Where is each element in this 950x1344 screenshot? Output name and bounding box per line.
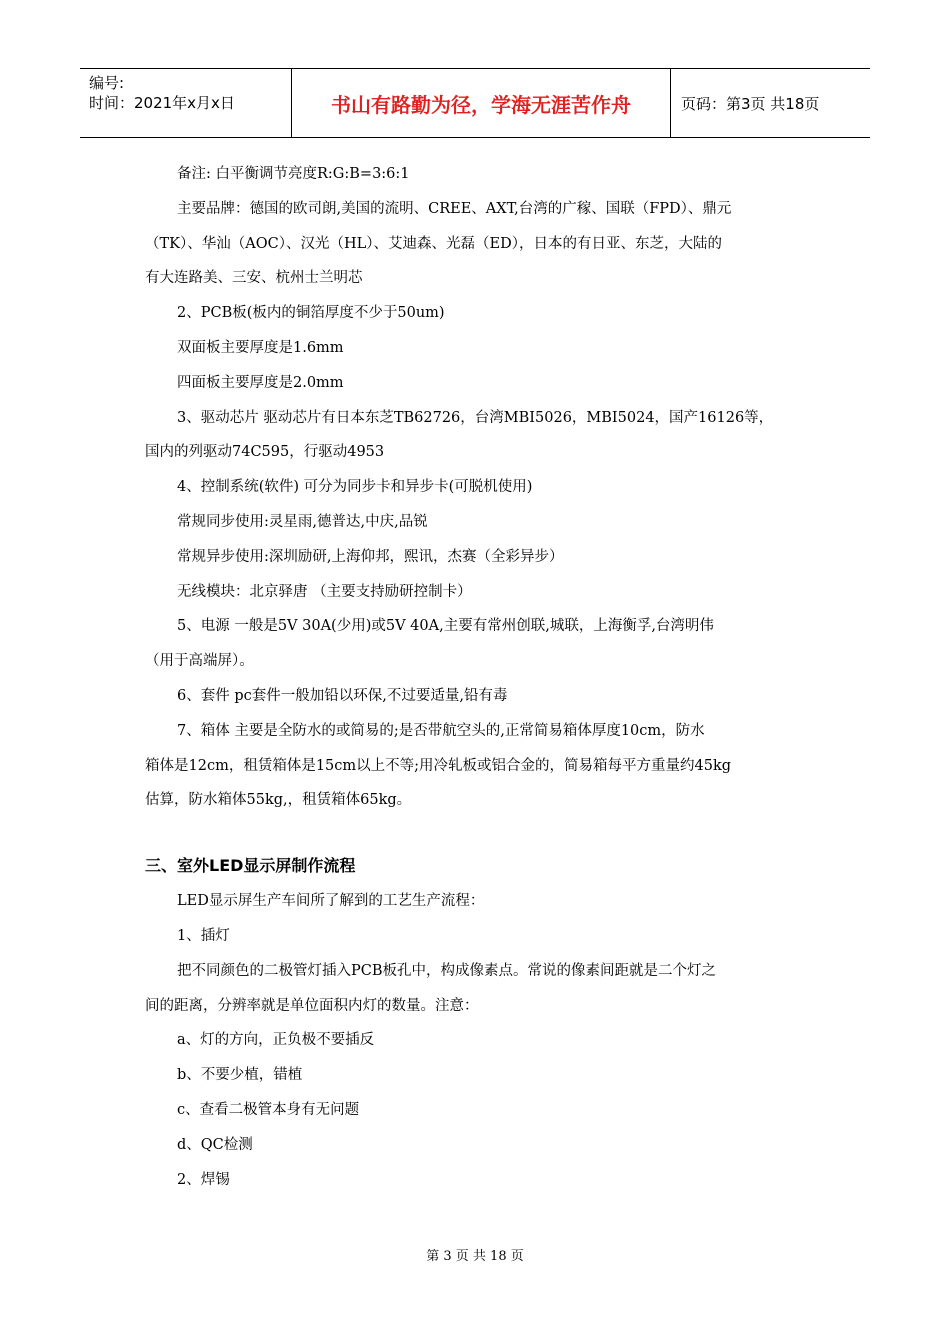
body-line: 常规异步使用:深圳励研,上海仰邦，熙讯，杰赛（全彩异步） (177, 548, 564, 565)
body-line: d、QC检测 (177, 1136, 253, 1153)
document-time-label: 时间：2021年x月x日 (89, 94, 235, 112)
body-line: 2、PCB板(板内的铜箔厚度不少于50um) (177, 305, 445, 322)
body-line: 双面板主要厚度是1.6mm (177, 339, 344, 356)
body-line: 箱体是12cm，租赁箱体是15cm以上不等;用冷轧板或铝合金的，简易箱每平方重量约45kg (145, 757, 732, 774)
body-line: 国内的列驱动74C595，行驱动4953 (145, 444, 385, 461)
section-gap (145, 818, 815, 848)
body-line: LED显示屏生产车间所了解到的工艺生产流程： (177, 893, 485, 910)
body-line: （TK）、华汕（AOC）、汉光（HL）、艾迪森、光磊（ED），日本的有日亚、东芝，大陆的 (145, 235, 722, 252)
page-footer: 第 3 页 共 18 页 (426, 1249, 524, 1264)
header-motto: 书山有路勤为径，学海无涯苦作舟 (292, 69, 671, 137)
body-line: c、查看二极管本身有无问题 (177, 1101, 360, 1118)
body-line: 无线模块：北京驿唐 （主要支持励研控制卡） (177, 583, 472, 600)
document-number-label: 编号: (89, 74, 125, 92)
body-line: 有大连路美、三安、杭州士兰明芯 (145, 270, 363, 287)
body-line: a、灯的方向，正负极不要插反 (177, 1032, 375, 1049)
body-line: 6、套件 pc套件一般加铅以环保,不过要适量,铅有毒 (177, 687, 508, 704)
body-line: 4、控制系统(软件) 可分为同步卡和异步卡(可脱机使用) (177, 479, 533, 496)
body-line: b、不要少植，错植 (177, 1067, 303, 1084)
body-line: （用于高端屏）。 (145, 653, 254, 670)
header-page-number: 页码：第3页 共18页 (681, 94, 820, 113)
body-line: 间的距离，分辨率就是单位面积内灯的数量。注意： (145, 997, 479, 1014)
body-line: 主要品牌：德国的欧司朗,美国的流明、CREE、AXT,台湾的广稼、国联（FPD）、鼎元 (177, 200, 732, 217)
body-line: 3、驱动芯片 驱动芯片有日本东芝TB62726，台湾MBI5026，MBI5024，国产16126等， (177, 409, 774, 426)
body-line: 估算，防水箱体55kg,，租赁箱体65kg。 (145, 792, 412, 809)
body-line: 5、电源 一般是5V 30A(少用)或5V 40A,主要有常州创联,城联，上海衡孚,台湾明伟 (177, 618, 714, 635)
body-line: 常规同步使用:灵星雨,德普达,中庆,品锐 (177, 513, 428, 530)
body-line: 四面板主要厚度是2.0mm (177, 374, 344, 391)
body-line: 1、插灯 (177, 927, 230, 944)
section-heading: 三、室外LED显示屏制作流程 (145, 856, 356, 876)
body-line: 7、箱体 主要是全防水的或简易的;是否带航空头的,正常简易箱体厚度10cm，防水 (177, 722, 705, 739)
body-line: 2、焊锡 (177, 1171, 230, 1188)
body-line: 备注: 白平衡调节亮度R:G:B=3:6:1 (177, 166, 410, 182)
document-body (145, 157, 815, 1197)
body-line: 把不同颜色的二极管灯插入PCB板孔中，构成像素点。常说的像素间距就是二个灯之 (177, 962, 717, 979)
page-header (80, 68, 870, 138)
header-info-cell (80, 69, 292, 137)
